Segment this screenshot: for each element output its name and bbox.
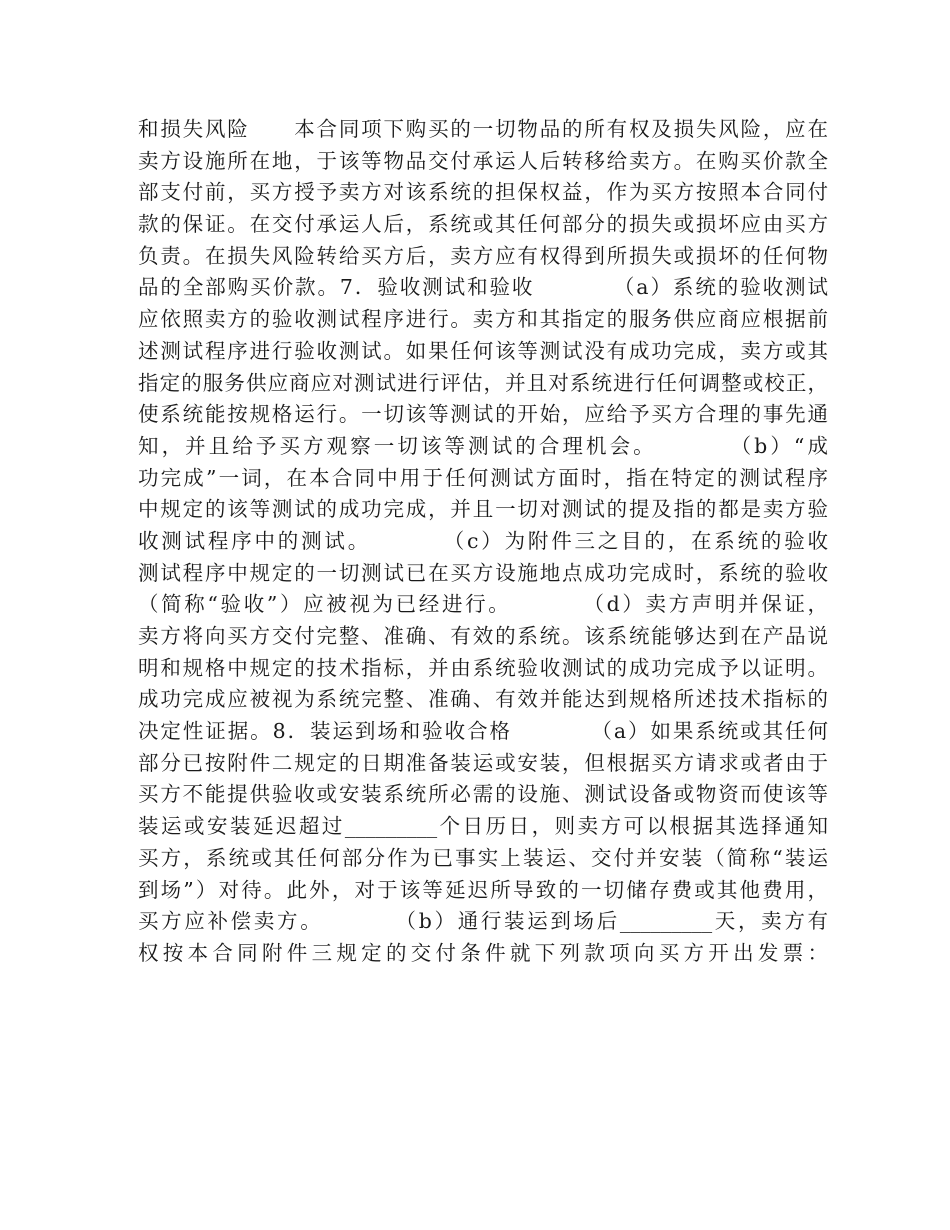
text-line: 卖方设施所在地，于该等物品交付承运人后转移给卖方。在购买价款全 bbox=[138, 148, 828, 173]
text-line: 测试程序中规定的一切测试已在买方设施地点成功完成时，系统的验收 bbox=[138, 560, 828, 585]
text-line: 款的保证。在交付承运人后，系统或其任何部分的损失或损坏应由买方 bbox=[138, 212, 828, 237]
text-line: 权按本合同附件三规定的交付条件就下列款项向买方开出发票： bbox=[138, 940, 828, 965]
text-line: 成功完成应被视为系统完整、准确、有效并能达到规格所述技术指标的 bbox=[138, 687, 828, 712]
text-line: 部支付前，买方授予卖方对该系统的担保权益，作为买方按照本合同付 bbox=[138, 180, 828, 205]
text-line: 买方，系统或其任何部分作为已事实上装运、交付并安装（简称“装运 bbox=[138, 845, 828, 870]
text-line: 装运或安装延迟超过_________个日历日，则卖方可以根据其选择通知 bbox=[138, 814, 828, 839]
text-line: 和损失风险 本合同项下购买的一切物品的所有权及损失风险，应在 bbox=[138, 117, 828, 141]
text-line: 买方不能提供验收或安装系统所必需的设施、测试设备或物资而使该等 bbox=[138, 782, 828, 807]
text-line: 中规定的该等测试的成功完成，并且一切对测试的提及指的都是卖方验 bbox=[138, 497, 828, 522]
text-line: 明和规格中规定的技术指标，并由系统验收测试的成功完成予以证明。 bbox=[138, 655, 828, 680]
text-line: 功完成”一词，在本合同中用于任何测试方面时，指在特定的测试程序 bbox=[138, 465, 828, 490]
text-line: 指定的服务供应商应对测试进行评估，并且对系统进行任何调整或校正， bbox=[138, 370, 828, 395]
text-line: 到场”）对待。此外，对于该等延迟所导致的一切储存费或其他费用， bbox=[138, 877, 828, 902]
text-line: 述测试程序进行验收测试。如果任何该等测试没有成功完成，卖方或其 bbox=[138, 338, 828, 363]
text-line: 使系统能按规格运行。一切该等测试的开始，应给予买方合理的事先通 bbox=[138, 402, 828, 427]
text-line: 决定性证据。8．装运到场和验收合格 （a）如果系统或其任何 bbox=[138, 719, 828, 744]
text-line: 应依照卖方的验收测试程序进行。卖方和其指定的服务供应商应根据前 bbox=[138, 307, 828, 332]
text-line: 卖方将向买方交付完整、准确、有效的系统。该系统能够达到在产品说 bbox=[138, 624, 828, 648]
text-line: 部分已按附件二规定的日期准备装运或安装，但根据买方请求或者由于 bbox=[138, 750, 828, 775]
text-line: 知，并且给予买方观察一切该等测试的合理机会。 （b）“成 bbox=[138, 433, 828, 458]
text-line: 买方应补偿卖方。 （b）通行装运到场后_________天，卖方有 bbox=[138, 909, 828, 934]
contract-body-text bbox=[138, 114, 828, 970]
text-line: （简称“验收”）应被视为已经进行。 （d）卖方声明并保证， bbox=[138, 592, 828, 617]
text-line: 负责。在损失风险转给买方后，卖方应有权得到所损失或损坏的任何物 bbox=[138, 243, 828, 268]
text-line: 品的全部购买价款。7．验收测试和验收 （a）系统的验收测试 bbox=[138, 275, 828, 300]
text-line: 收测试程序中的测试。 （c）为附件三之目的，在系统的验收 bbox=[138, 528, 828, 553]
